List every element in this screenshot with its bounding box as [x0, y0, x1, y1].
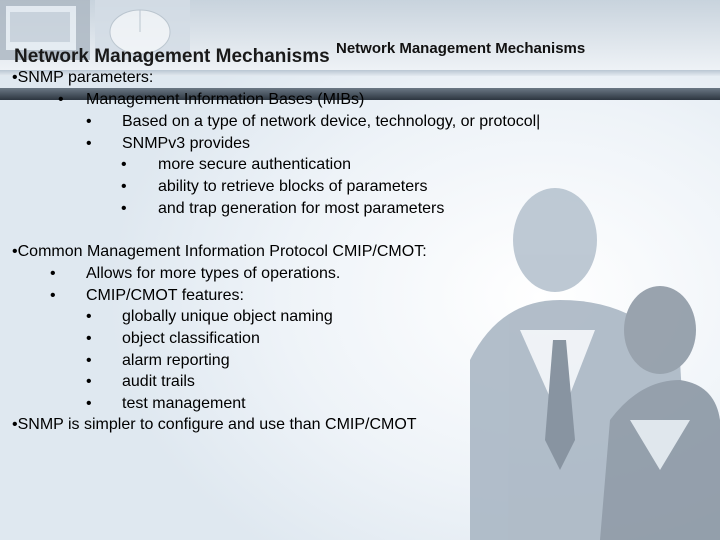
bullet-object-classification [86, 329, 260, 349]
slide-title: Network Management Mechanisms [14, 46, 330, 67]
line-text: more secure authentication [158, 156, 351, 173]
bullet-glyph: • [86, 373, 92, 390]
bullet-retrieve-blocks [121, 177, 427, 197]
bullet-trap-generation [121, 199, 444, 219]
bullet-secure-auth [121, 155, 351, 175]
bullet-glyph: • [86, 395, 92, 412]
bullet-glyph: • [12, 416, 18, 433]
bullet-cmip-features [50, 286, 244, 306]
bullet-glyph: • [50, 265, 56, 282]
line-text: Allows for more types of operations. [86, 265, 341, 282]
bullet-mibs [58, 90, 364, 110]
bullet-glyph: • [12, 69, 18, 86]
bullet-glyph: • [58, 91, 64, 108]
bullet-test-management [86, 394, 246, 414]
bullet-based-on-device [86, 112, 540, 132]
line-text: Management Information Bases (MIBs) [86, 91, 365, 108]
line-text: object classification [122, 330, 260, 347]
bullet-audit-trails [86, 372, 195, 392]
bullet-glyph: • [86, 113, 92, 130]
line-text: test management [122, 395, 246, 412]
line-text: Based on a type of network device, technology, or protocol| [122, 113, 541, 130]
bullet-glyph: • [86, 352, 92, 369]
bullet-glyph: • [86, 330, 92, 347]
line-text: SNMP parameters: [17, 69, 154, 86]
bullet-glyph: • [121, 156, 127, 173]
bullet-more-operations [50, 264, 340, 284]
line-text: alarm reporting [122, 352, 230, 369]
line-text: audit trails [122, 373, 195, 390]
bullet-glyph: • [121, 200, 127, 217]
bullet-alarm-reporting [86, 351, 230, 371]
bullet-glyph: • [50, 287, 56, 304]
slide-title-overlay: Network Management Mechanisms [336, 40, 586, 57]
line-text: and trap generation for most parameters [158, 200, 445, 217]
bullet-glyph: • [12, 243, 18, 260]
bullet-glyph: • [86, 135, 92, 152]
bullet-glyph: • [121, 178, 127, 195]
bullet-cmip [12, 242, 427, 262]
bullet-snmp-parameters [12, 68, 153, 88]
line-text: globally unique object naming [122, 308, 333, 325]
line-text: SNMP is simpler to configure and use than CMIP/CMOT [17, 416, 417, 433]
bullet-glyph: • [86, 308, 92, 325]
bullet-object-naming [86, 307, 333, 327]
line-text: SNMPv3 provides [122, 135, 251, 152]
bullet-snmp-simpler [12, 415, 417, 435]
line-text: CMIP/CMOT features: [86, 287, 244, 304]
line-text: Common Management Information Protocol CMIP/CMOT: [17, 243, 427, 260]
line-text: ability to retrieve blocks of parameters [158, 178, 428, 195]
bullet-snmpv3 [86, 134, 250, 154]
